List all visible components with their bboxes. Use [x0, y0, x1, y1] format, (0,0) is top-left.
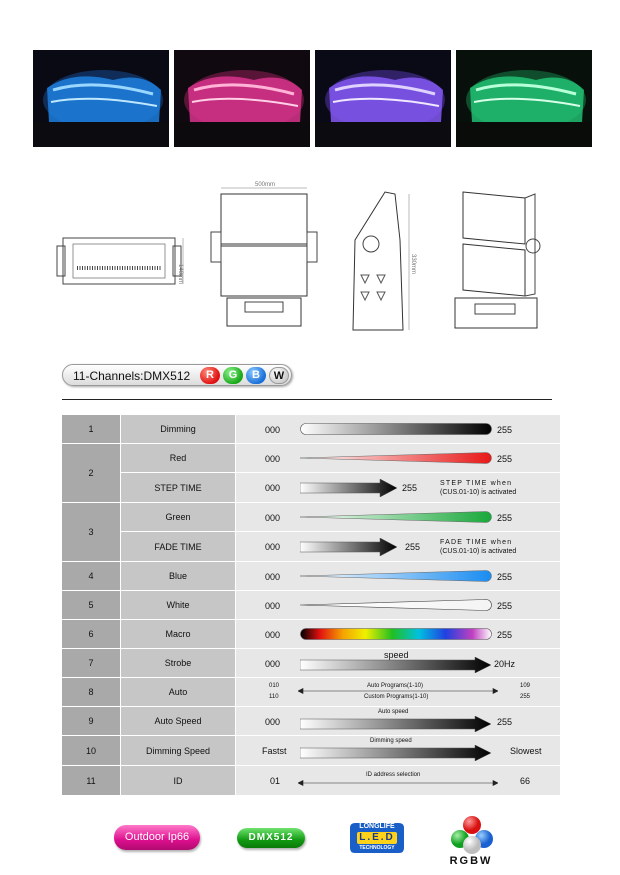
height-dimension: 330mm [410, 254, 416, 275]
technical-drawings [55, 180, 565, 335]
blue-ball-icon: B [246, 367, 266, 384]
macro-rainbow-bar [300, 628, 492, 640]
value-max: 255 [402, 483, 418, 493]
channel-function: STEP TIME [121, 473, 235, 502]
dimming-gradient-bar [300, 423, 492, 435]
fade-time-note [440, 538, 516, 556]
dimming-speed-arrow [300, 745, 492, 761]
channels-badge [62, 364, 292, 386]
channel-number: 9 [62, 707, 120, 735]
value-min: Fastst [262, 746, 287, 756]
value-min: 000 [265, 659, 281, 669]
channel-function: FADE TIME [121, 532, 235, 561]
fixture-drawings [55, 180, 565, 335]
value-min: 010 [269, 683, 280, 689]
value-min: 000 [265, 717, 281, 727]
building-illumination-violet [315, 50, 451, 147]
value-min: 01 [270, 776, 281, 786]
front-view-drawing [211, 182, 317, 326]
value-max: 255 [497, 425, 513, 435]
channel-number: 5 [62, 591, 120, 619]
value-max: 255 [497, 572, 513, 582]
value-min: 000 [265, 425, 281, 435]
id-range-line [298, 780, 498, 786]
value-max: 255 [497, 601, 513, 611]
channel-function: White [121, 591, 235, 619]
value-min-secondary: 110 [269, 694, 279, 700]
auto-speed-arrow [300, 716, 492, 732]
channel-number: 8 [62, 678, 120, 706]
channel-function: Green [121, 503, 235, 531]
building-illumination-green [456, 50, 592, 147]
note-line: (CUS.01-10) is activated [440, 489, 517, 496]
channel-function: Blue [121, 562, 235, 590]
dmx512-logo: DMX512 [237, 828, 305, 848]
value-min: 000 [265, 601, 281, 611]
note-line: STEP TIME when [440, 480, 513, 487]
photo-blue [33, 50, 169, 147]
value-max: 109 [520, 683, 531, 689]
value-max: 255 [497, 513, 513, 523]
value-max: 255 [497, 454, 513, 464]
channel-number: 3 [62, 503, 120, 561]
bar-caption: Dimming speed [370, 738, 412, 744]
channel-function: Dimming [121, 415, 235, 443]
channel-number: 1 [62, 415, 120, 443]
bar-caption: ID address selection [366, 772, 421, 778]
green-ball-icon: G [223, 367, 243, 384]
value-max: Slowest [510, 746, 542, 756]
channel-number: 7 [62, 649, 120, 677]
depth-dimension: 140mm [177, 264, 183, 285]
channel-number: 10 [62, 736, 120, 765]
value-max: 255 [497, 717, 513, 727]
white-gradient-wedge [300, 599, 492, 611]
strobe-speed-arrow [300, 657, 492, 673]
channel-number: 6 [62, 620, 120, 648]
perspective-view-drawing [455, 192, 540, 328]
photo-strip [33, 50, 592, 147]
building-illumination-blue [33, 50, 169, 147]
bar-caption: speed [384, 650, 409, 660]
longlife-led-logo [349, 821, 405, 855]
step-time-arrow [300, 479, 400, 497]
rgbw-spheres-icon [448, 815, 496, 855]
red-gradient-wedge [300, 452, 492, 464]
note-line: FADE TIME when [440, 539, 513, 546]
channel-function: Strobe [121, 649, 235, 677]
value-max-secondary: 255 [520, 694, 531, 700]
value-max: 66 [520, 776, 531, 786]
blue-gradient-wedge [300, 570, 492, 582]
red-ball-icon: R [200, 367, 220, 384]
led-mid-text: L.E.D [359, 832, 395, 843]
bar-caption: Auto Programs(1-10) [367, 683, 424, 689]
white-ball-icon: W [269, 367, 289, 384]
channel-function: Auto [121, 678, 235, 706]
green-gradient-wedge [300, 511, 492, 523]
dmx-channel-table [62, 415, 560, 795]
rgbw-label: RGBW [449, 855, 493, 867]
value-min: 000 [265, 454, 281, 464]
channel-number: 2 [62, 444, 120, 502]
channel-number: 4 [62, 562, 120, 590]
step-time-note [440, 479, 516, 497]
channel-function: Auto Speed [121, 707, 235, 735]
value-min: 000 [265, 542, 281, 552]
section-divider [62, 399, 552, 400]
bar-caption: Auto speed [378, 709, 409, 715]
led-top-text: LONGLIFE [359, 823, 395, 830]
channel-number: 11 [62, 766, 120, 795]
value-min: 000 [265, 630, 281, 640]
channel-function: ID [121, 766, 235, 795]
width-dimension: 500mm [255, 182, 276, 188]
top-view-drawing [57, 238, 183, 284]
note-line: (CUS.01-10) is activated [440, 548, 517, 555]
auto-range-line [298, 688, 498, 694]
photo-green [456, 50, 592, 147]
outdoor-ip66-logo: Outdoor Ip66 [114, 825, 200, 850]
building-illumination-magenta [174, 50, 310, 147]
value-min: 000 [265, 513, 281, 523]
fade-time-arrow [300, 538, 400, 556]
channel-function: Macro [121, 620, 235, 648]
value-max: 20Hz [494, 659, 516, 669]
channels-label: 11-Channels:DMX512 [73, 369, 191, 383]
bar-caption-secondary: Custom Programs(1-10) [364, 694, 429, 700]
photo-violet [315, 50, 451, 147]
value-min: 000 [265, 483, 281, 493]
value-max: 255 [405, 542, 421, 552]
side-view-drawing [353, 192, 416, 330]
value-max: 255 [497, 630, 513, 640]
channel-function: Red [121, 444, 235, 472]
photo-magenta [174, 50, 310, 147]
led-bottom-text: TECHNOLOGY [359, 845, 395, 851]
value-min: 000 [265, 572, 281, 582]
channel-function: Dimming Speed [121, 736, 235, 765]
